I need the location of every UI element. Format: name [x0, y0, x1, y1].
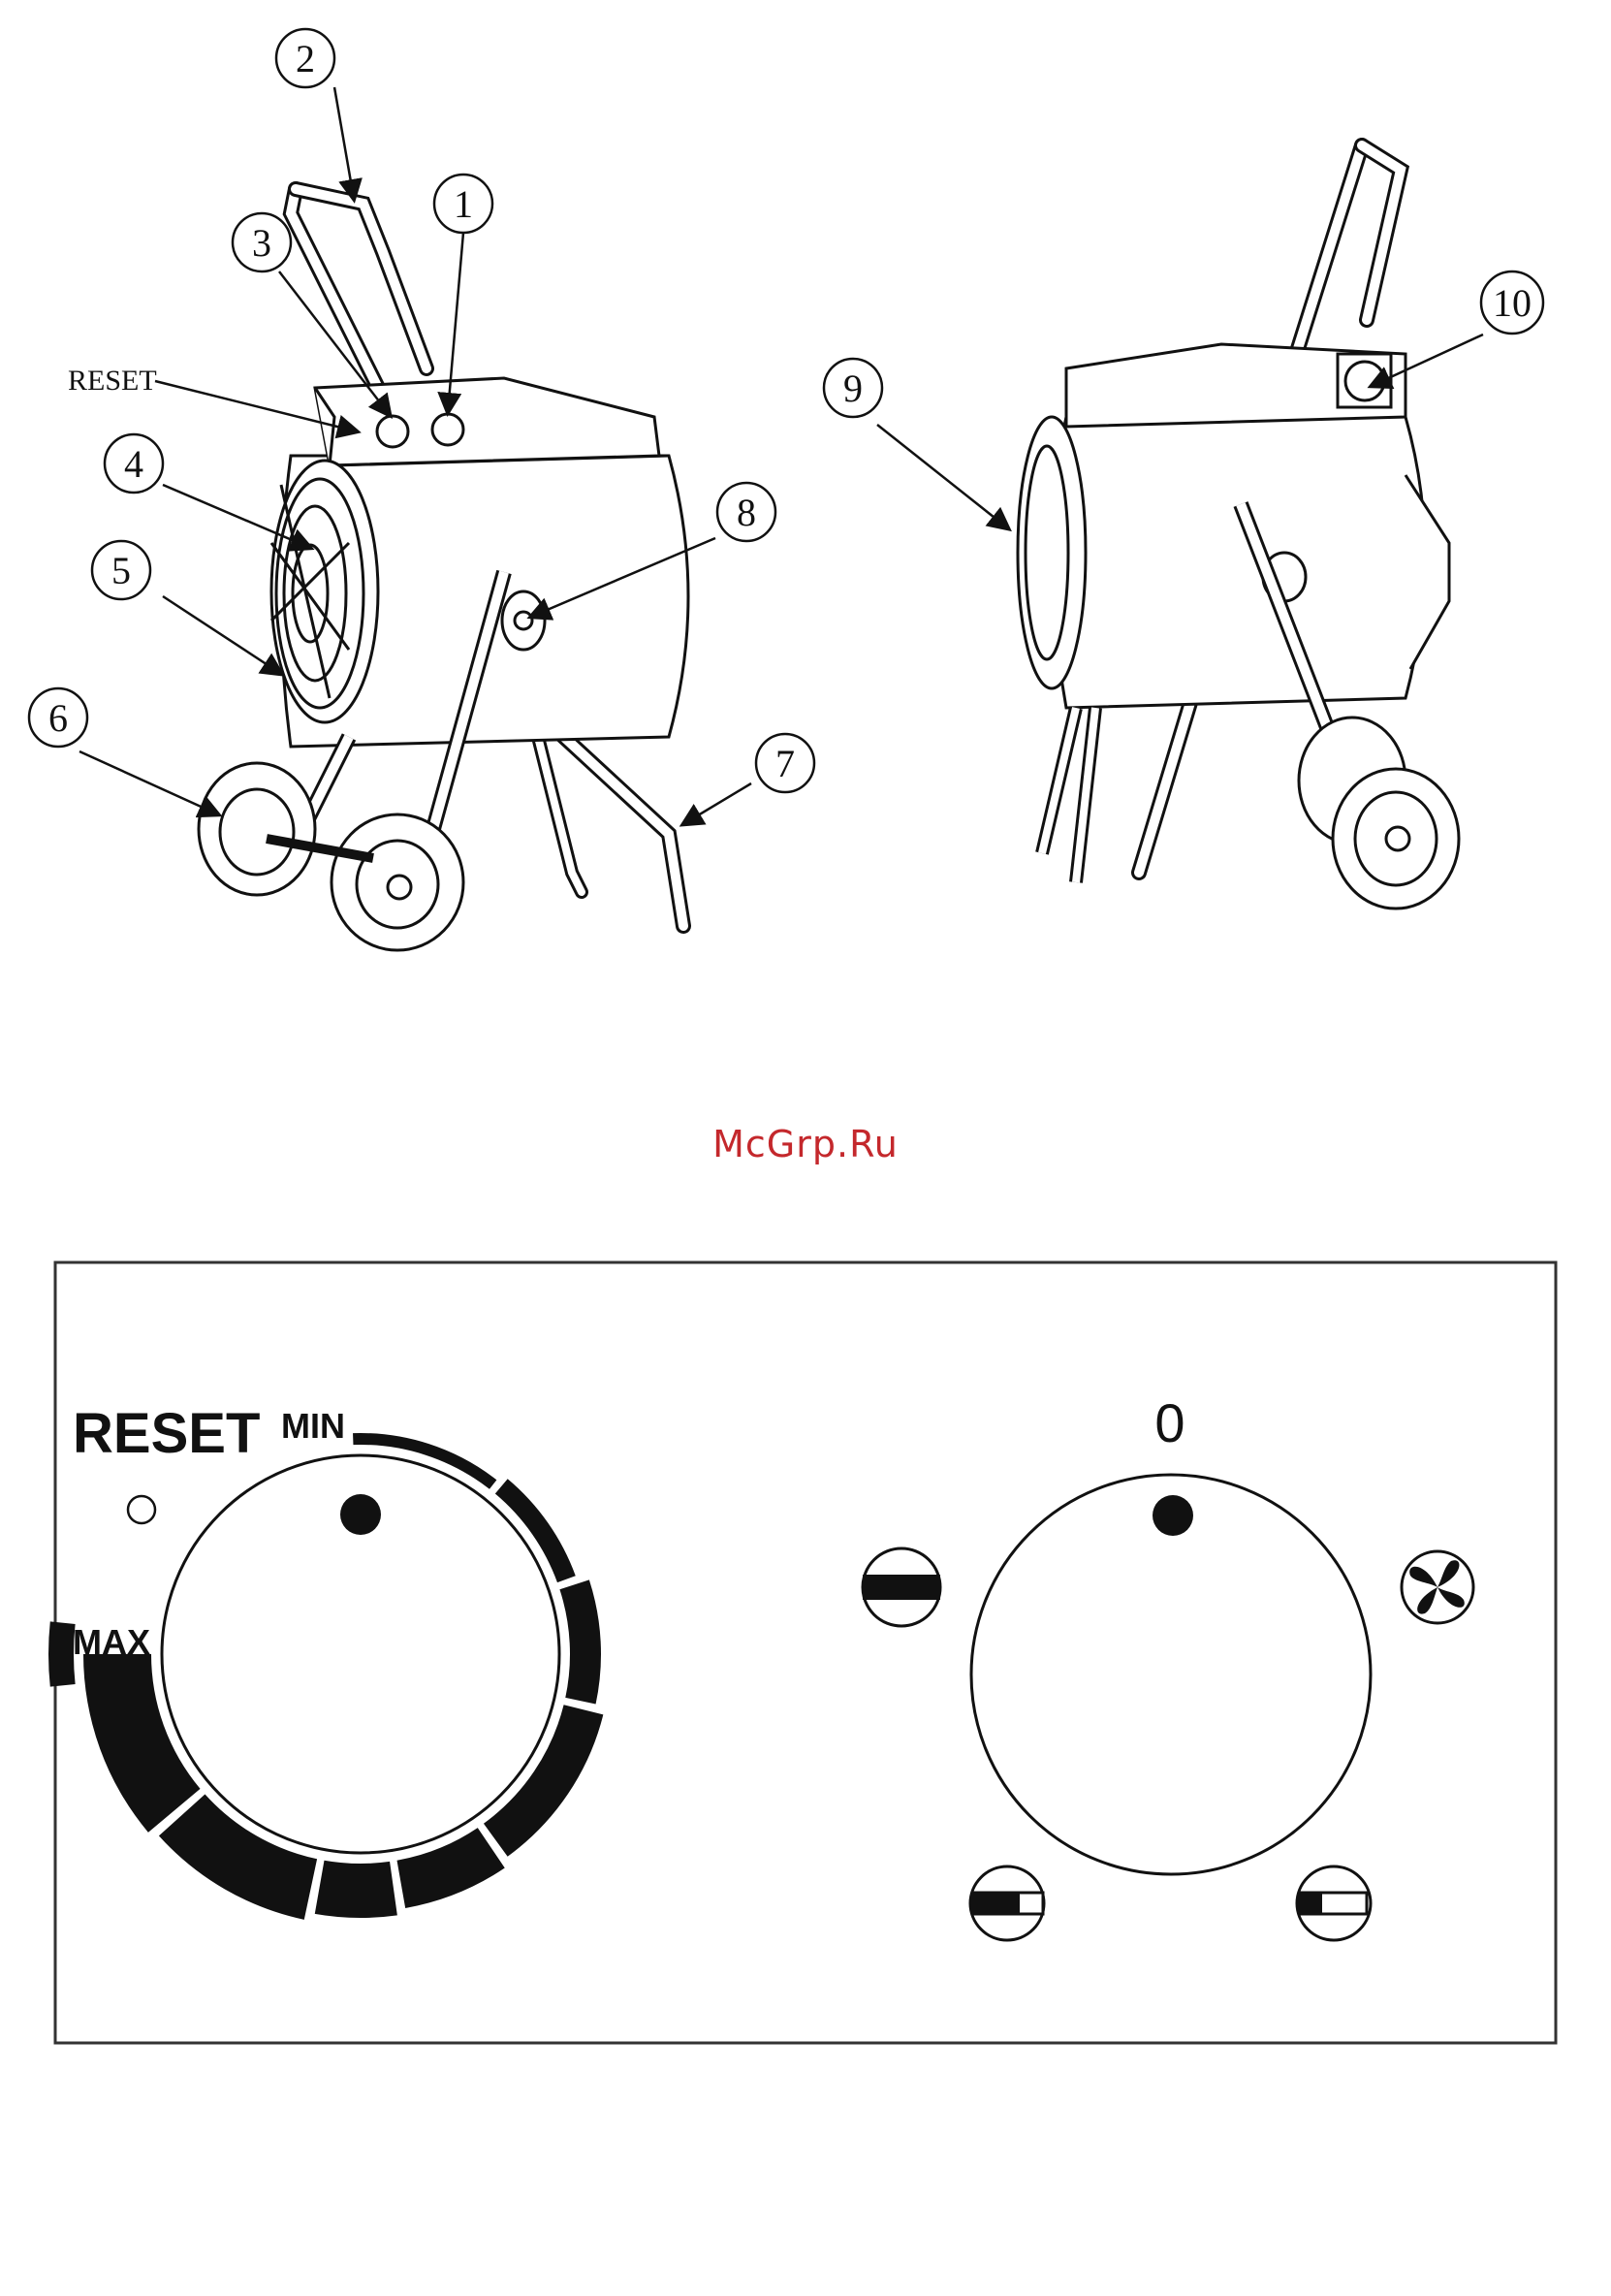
svg-text:3: 3: [252, 221, 271, 265]
thermostat-max-label: MAX: [73, 1622, 150, 1662]
reset-button[interactable]: [128, 1496, 155, 1523]
thermostat-scale-segment: [315, 1861, 397, 1918]
watermark: McGrp.Ru: [712, 1123, 899, 1165]
fan-icon: [1402, 1551, 1473, 1623]
mode-switch-zero-label: 0: [1154, 1392, 1185, 1453]
callout-8: [717, 483, 775, 541]
callout-10: [1481, 271, 1543, 334]
diagram-reset-label: RESET: [68, 365, 157, 397]
control-panel: [48, 1262, 1556, 2043]
mode-indicator-dot: [1153, 1495, 1193, 1536]
svg-text:6: 6: [48, 696, 68, 740]
callout-6: [29, 688, 87, 747]
thermostat-scale-segment: [48, 1621, 76, 1686]
svg-text:8: 8: [737, 491, 756, 534]
low-heat-icon: [1297, 1866, 1371, 1940]
callout-1: [434, 175, 492, 233]
panel-reset-label: RESET: [73, 1402, 261, 1465]
full-heat-icon: [863, 1548, 940, 1626]
heater-rear-view: [1018, 145, 1459, 909]
callout-9: [824, 359, 882, 417]
svg-text:2: 2: [296, 37, 315, 80]
svg-text:4: 4: [124, 442, 143, 486]
callout-2: [276, 29, 334, 87]
thermostat-indicator-dot: [340, 1494, 381, 1535]
svg-text:1: 1: [454, 182, 473, 226]
svg-text:9: 9: [843, 367, 863, 410]
half-heat-icon: [970, 1866, 1044, 1940]
mode-switch-dial[interactable]: [971, 1475, 1371, 1874]
thermostat-min-label: MIN: [281, 1406, 345, 1446]
callout-5: [92, 541, 150, 599]
callout-7: [756, 734, 814, 792]
svg-text:7: 7: [775, 742, 795, 785]
callout-4: [105, 434, 163, 493]
heater-front-view: [199, 189, 688, 950]
svg-text:10: 10: [1493, 281, 1532, 325]
svg-text:5: 5: [111, 549, 131, 592]
callout-3: [233, 213, 291, 271]
